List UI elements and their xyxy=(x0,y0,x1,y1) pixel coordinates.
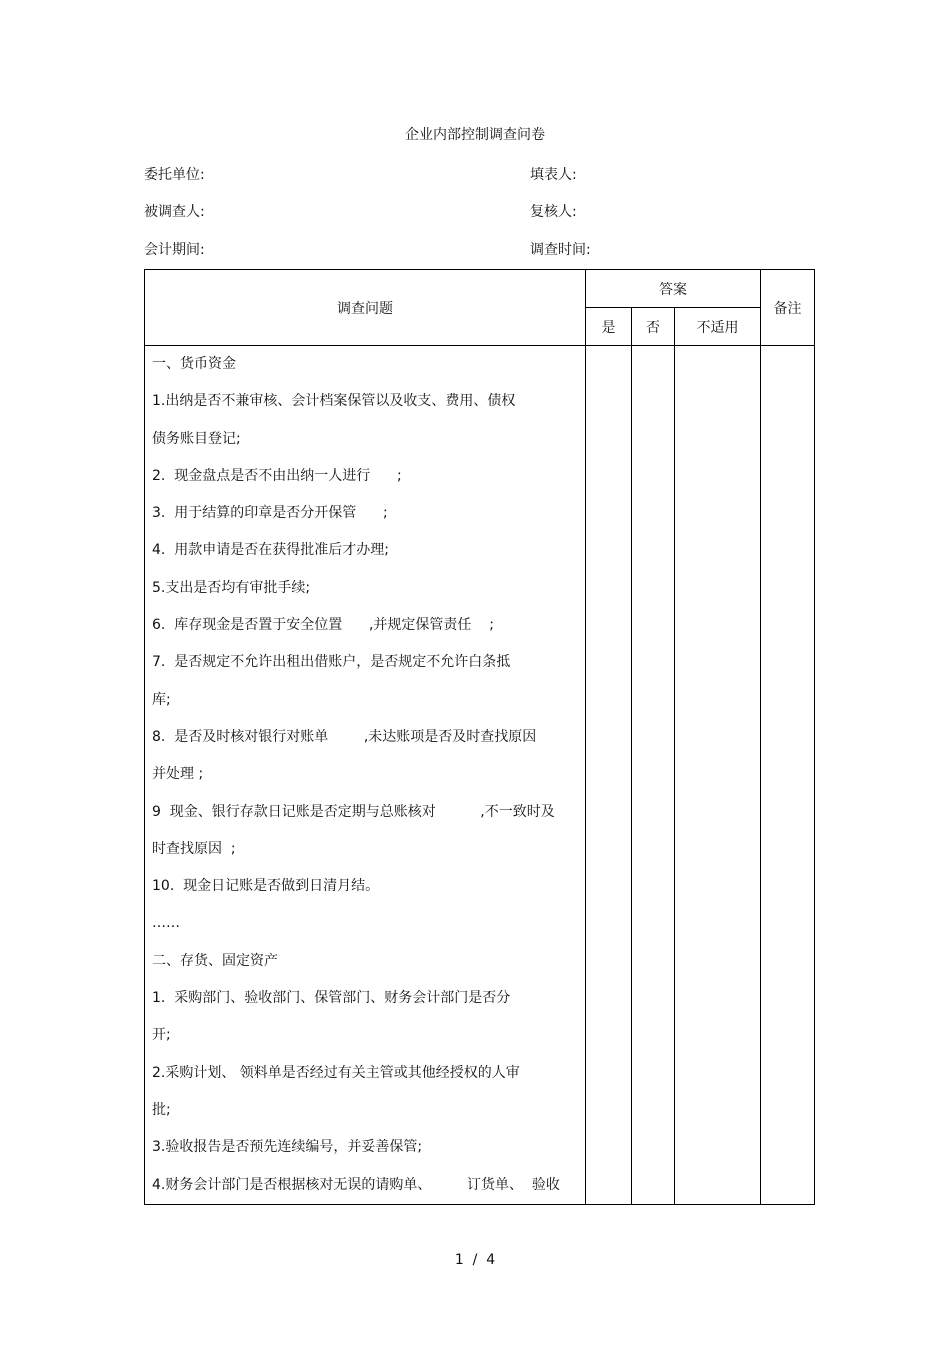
header-remarks: 备注 xyxy=(761,270,815,346)
question-line: 7. 是否规定不允许出租出借账户，是否规定不允许白条抵 xyxy=(152,654,511,671)
question-column xyxy=(145,346,586,1205)
header-not-applicable: 不适用 xyxy=(675,308,761,346)
question-line: 10. 现金日记账是否做到日清月结。 xyxy=(152,878,380,895)
remarks-cell[interactable] xyxy=(761,346,815,1205)
period-label: 会计期间: xyxy=(144,242,205,258)
question-line: 2.采购计划、 领料单是否经过有关主管或其他经授权的人审 xyxy=(152,1064,520,1081)
answer-not-applicable-cell[interactable] xyxy=(675,346,761,1205)
question-line: 4.财务会计部门是否根据核对无误的请购单、 订货单、 验收 xyxy=(152,1176,560,1193)
question-line: 库; xyxy=(152,691,171,708)
question-line: 时查找原因 ; xyxy=(152,840,236,857)
question-line: 1. 采购部门、验收部门、保管部门、财务会计部门是否分 xyxy=(152,990,511,1007)
reviewer-label: 复核人: xyxy=(530,204,577,220)
header-answer: 答案 xyxy=(586,270,761,308)
survey-table xyxy=(144,269,815,1205)
question-line: 5.支出是否均有审批手续; xyxy=(152,579,311,596)
question-line: 债务账目登记; xyxy=(152,430,241,447)
question-line: 批; xyxy=(152,1101,171,1118)
respondent-label: 被调查人: xyxy=(144,204,205,220)
page-title: 企业内部控制调查问卷 xyxy=(405,127,545,143)
question-line: 并处理 ; xyxy=(152,766,204,783)
question-line: 6. 库存现金是否置于安全位置 ,并规定保管责任 ; xyxy=(152,617,494,634)
question-line: 一、货币资金 xyxy=(152,356,236,372)
survey-time-label: 调查时间: xyxy=(530,242,591,258)
answer-yes-cell[interactable] xyxy=(586,346,632,1205)
answer-no-cell[interactable] xyxy=(632,346,675,1205)
question-line: 开; xyxy=(152,1027,171,1044)
question-line: 8. 是否及时核对银行对账单 ,未达账项是否及时查找原因 xyxy=(152,728,537,745)
question-line: 二、存货、固定资产 xyxy=(152,952,278,969)
question-line: 1.出纳是否不兼审核、会计档案保管以及收支、费用、债权 xyxy=(152,393,516,410)
question-line: 3.验收报告是否预先连续编号，并妥善保管; xyxy=(152,1139,423,1156)
question-line: 2. 现金盘点是否不由出纳一人进行 ; xyxy=(152,467,402,484)
question-line: …… xyxy=(152,915,180,932)
filler-label: 填表人: xyxy=(530,167,577,183)
page-number: 1 / 4 xyxy=(454,1252,496,1268)
header-no: 否 xyxy=(632,308,675,346)
header-yes: 是 xyxy=(586,308,632,346)
question-line: 4. 用款申请是否在获得批准后才办理; xyxy=(152,542,389,559)
client-label: 委托单位: xyxy=(144,167,205,183)
question-line: 9 现金、银行存款日记账是否定期与总账核对 ,不一致时及 xyxy=(152,803,555,820)
question-line: 3. 用于结算的印章是否分开保管 ; xyxy=(152,505,388,522)
header-question: 调查问题 xyxy=(145,270,586,346)
